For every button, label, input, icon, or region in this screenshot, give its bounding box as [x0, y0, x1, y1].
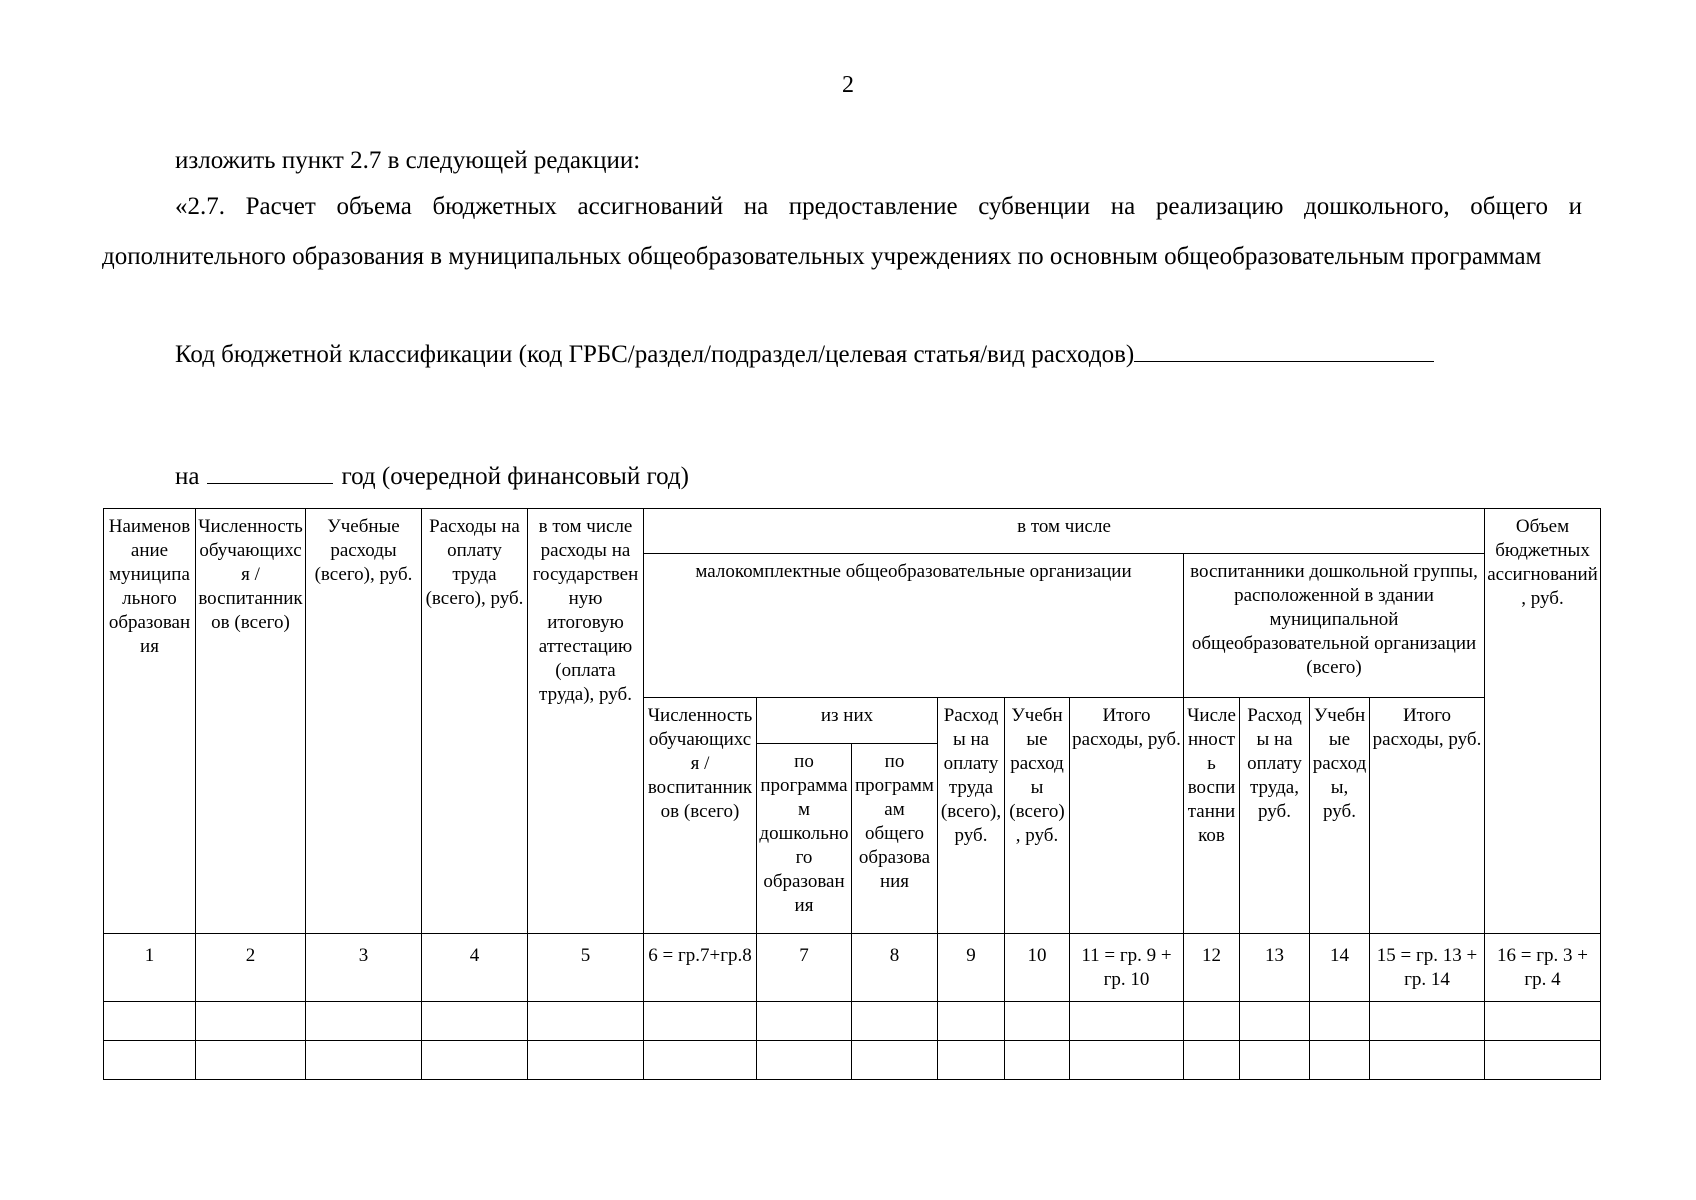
- empty-cell[interactable]: [1184, 1041, 1240, 1080]
- empty-cell[interactable]: [1240, 1041, 1310, 1080]
- empty-cell[interactable]: [757, 1041, 852, 1080]
- page-number: 2: [842, 72, 854, 98]
- empty-cell[interactable]: [1485, 1041, 1601, 1080]
- column-number: 9: [938, 934, 1005, 1002]
- empty-row: [104, 1041, 1601, 1080]
- empty-cell[interactable]: [644, 1002, 757, 1041]
- empty-cell[interactable]: [1310, 1002, 1370, 1041]
- budget-code-paragraph: [102, 330, 1582, 380]
- empty-cell[interactable]: [1485, 1002, 1601, 1041]
- empty-cell[interactable]: [422, 1041, 528, 1080]
- column-number: 6 = гр.7+гр.8: [644, 934, 757, 1002]
- empty-cell[interactable]: [528, 1041, 644, 1080]
- calculation-table: [103, 508, 1601, 1080]
- header-preschool-total: Итого расходы, руб.: [1370, 698, 1485, 934]
- empty-cell[interactable]: [644, 1041, 757, 1080]
- column-number: 3: [306, 934, 422, 1002]
- header-total-allocations: Объем бюджетных ассигнований, руб.: [1485, 509, 1601, 934]
- column-number: 15 = гр. 13 + гр. 14: [1370, 934, 1485, 1002]
- column-number: 12: [1184, 934, 1240, 1002]
- empty-cell[interactable]: [757, 1002, 852, 1041]
- column-number: 8: [852, 934, 938, 1002]
- column-number: 5: [528, 934, 644, 1002]
- empty-cell[interactable]: [196, 1002, 306, 1041]
- header-preschool-study: Учебные расходы, руб.: [1310, 698, 1370, 934]
- header-municipality: Наименование муниципального образования: [104, 509, 196, 934]
- header-general-programs: по программам общего образования: [852, 744, 938, 934]
- header-small-study: Учебные расходы (всего), руб.: [1005, 698, 1070, 934]
- header-preschool-count: Численность воспитанников: [1184, 698, 1240, 934]
- column-number: 16 = гр. 3 + гр. 4: [1485, 934, 1601, 1002]
- column-number: 11 = гр. 9 + гр. 10: [1070, 934, 1184, 1002]
- empty-cell[interactable]: [1005, 1041, 1070, 1080]
- year-line: [102, 452, 1582, 502]
- header-of-them: из них: [757, 698, 938, 744]
- empty-cell[interactable]: [1370, 1041, 1485, 1080]
- column-number: 2: [196, 934, 306, 1002]
- empty-cell[interactable]: [1370, 1002, 1485, 1041]
- header-preschool-labor: Расходы на оплату труда, руб.: [1240, 698, 1310, 934]
- empty-cell[interactable]: [104, 1002, 196, 1041]
- column-number: 7: [757, 934, 852, 1002]
- intro-paragraph: изложить пункт 2.7 в следующей редакции:: [175, 147, 641, 174]
- empty-cell[interactable]: [104, 1041, 196, 1080]
- header-small-total: Итого расходы, руб.: [1070, 698, 1184, 934]
- header-small-students: Численность обучающихся / воспитанников (всего): [644, 698, 757, 934]
- empty-cell[interactable]: [422, 1002, 528, 1041]
- year-blank: [207, 459, 333, 484]
- column-number: 14: [1310, 934, 1370, 1002]
- empty-cell[interactable]: [528, 1002, 644, 1041]
- header-students-total: Численность обучающихся / воспитанников (всего): [196, 509, 306, 934]
- empty-cell[interactable]: [1005, 1002, 1070, 1041]
- empty-cell[interactable]: [1070, 1002, 1184, 1041]
- empty-cell[interactable]: [1240, 1002, 1310, 1041]
- empty-row: [104, 1002, 1601, 1041]
- empty-cell[interactable]: [852, 1002, 938, 1041]
- year-prefix: на: [175, 463, 200, 490]
- column-number: 13: [1240, 934, 1310, 1002]
- empty-cell[interactable]: [306, 1041, 422, 1080]
- empty-cell[interactable]: [1310, 1041, 1370, 1080]
- empty-cell[interactable]: [1184, 1002, 1240, 1041]
- column-number: 10: [1005, 934, 1070, 1002]
- header-group-including: в том числе: [644, 509, 1485, 554]
- empty-cell[interactable]: [306, 1002, 422, 1041]
- header-small-labor: Расходы на оплату труда (всего), руб.: [938, 698, 1005, 934]
- year-suffix: год (очередной финансовый год): [341, 463, 689, 490]
- empty-cell[interactable]: [938, 1002, 1005, 1041]
- header-preschool-programs: по программам дошкольного образования: [757, 744, 852, 934]
- header-group-small-schools: малокомплектные общеобразовательные организации: [644, 554, 1184, 698]
- header-study-expenses: Учебные расходы (всего), руб.: [306, 509, 422, 934]
- column-number: 1: [104, 934, 196, 1002]
- empty-cell[interactable]: [852, 1041, 938, 1080]
- header-certification-expenses: в том числе расходы на государственную итоговую аттестацию (оплата труда), руб.: [528, 509, 644, 934]
- empty-cell[interactable]: [938, 1041, 1005, 1080]
- section-title-paragraph: «2.7. Расчет объема бюджетных ассигнований на предоставление субвенции на реализацию дошкольного, общего и дополнительного образования в муниципальных общеобразовательных учреждениях по основным общеобразовательным программам: [102, 193, 1582, 270]
- budget-code-text: Код бюджетной классификации (код ГРБС/раздел/подраздел/целевая статья/вид расходов): [175, 341, 1135, 368]
- empty-cell[interactable]: [196, 1041, 306, 1080]
- header-labor-expenses: Расходы на оплату труда (всего), руб.: [422, 509, 528, 934]
- column-number: 4: [422, 934, 528, 1002]
- header-group-preschool: воспитанники дошкольной группы, расположенной в здании муниципальной общеобразовательной организации (всего): [1184, 554, 1485, 698]
- budget-code-blank: [1134, 337, 1434, 362]
- empty-cell[interactable]: [1070, 1041, 1184, 1080]
